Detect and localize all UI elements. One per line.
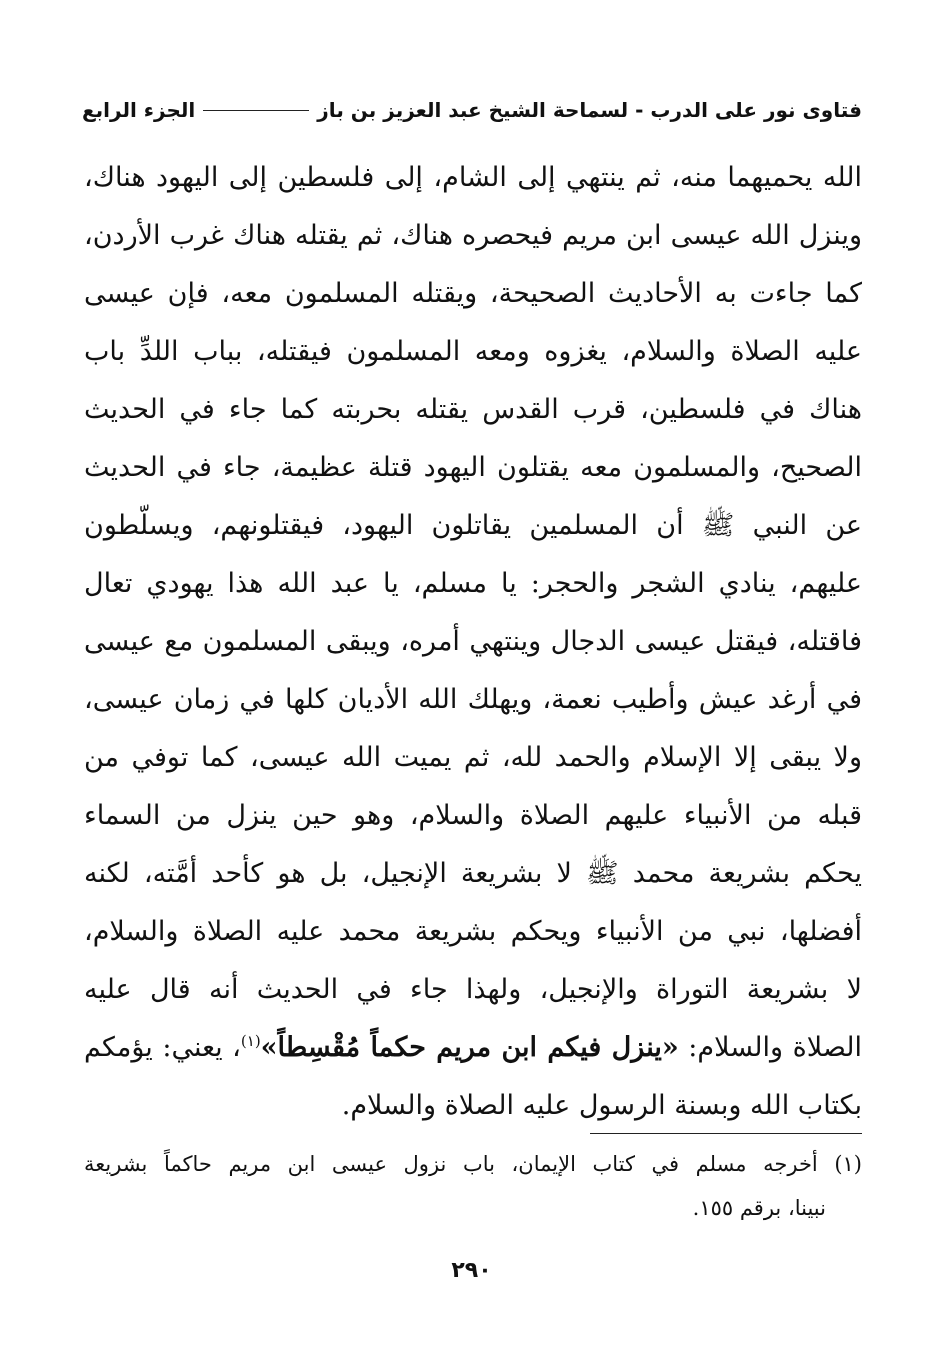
body-text xyxy=(84,148,862,1134)
quote-line xyxy=(84,1018,862,1076)
text-line: هناك في فلسطين، قرب القدس يقتله بحربته كما جاء في الحديث xyxy=(84,393,862,425)
text-line: كما جاءت به الأحاديث الصحيحة، ويقتله المسلمون معه، فإن عيسى xyxy=(84,277,862,309)
text-line: أفضلها، نبي من الأنبياء ويحكم بشريعة محمد عليه الصلاة والسلام، xyxy=(84,915,862,947)
text-line: عن النبي ﷺ أن المسلمين يقاتلون اليهود، فيقتلونهم، ويسلّطون xyxy=(84,509,862,541)
header-title: فتاوى نور على الدرب - لسماحة الشيخ عبد العزيز بن باز xyxy=(317,98,862,122)
text-line: يحكم بشريعة محمد ﷺ لا بشريعة الإنجيل، بل هو كأحد أمَّته، لكنه xyxy=(84,857,862,889)
header-part: الجزء الرابع xyxy=(82,98,196,122)
text-line: وينزل الله عيسى ابن مريم فيحصره هناك، ثم يقتله هناك غرب الأردن، xyxy=(84,219,862,251)
running-header xyxy=(82,92,862,128)
text-line: قبله من الأنبياء عليهم الصلاة والسلام، وهو حين ينزل من السماء xyxy=(84,799,862,831)
text-line: بكتاب الله وبسنة الرسول عليه الصلاة والسلام. xyxy=(341,1089,862,1121)
page-number: ٢٩٠ xyxy=(451,1258,492,1283)
text-line: الله يحميهما منه، ثم ينتهي إلى الشام، إلى فلسطين إلى اليهود هناك، xyxy=(84,161,862,193)
text-line: فاقتله، فيقتل عيسى الدجال وينتهي أمره، ويبقى المسلمون مع عيسى xyxy=(84,625,862,657)
quote-suffix: ، يعني: يؤمكم xyxy=(84,1031,241,1063)
text-line: عليه الصلاة والسلام، يغزوه ومعه المسلمون فيقتله، بباب اللدِّ باب xyxy=(84,335,862,367)
footnote-line: نبينا، برقم ١٥٥. xyxy=(692,1196,826,1220)
quote-prefix: الصلاة والسلام: xyxy=(678,1031,863,1063)
text-line: الصحيح، والمسلمون معه يقتلون اليهود قتلة عظيمة، جاء في الحديث xyxy=(84,451,862,483)
text-line: لا بشريعة التوراة والإنجيل، ولهذا جاء في الحديث أنه قال عليه xyxy=(84,973,862,1005)
text-line: في أرغد عيش وأطيب نعمة، ويهلك الله الأديان كلها في زمان عيسى، xyxy=(84,683,862,715)
text-line: ولا يبقى إلا الإسلام والحمد لله، ثم يميت الله عيسى، كما توفي من xyxy=(84,741,862,773)
hadith-quote: «ينزل فيكم ابن مريم حكماً مُقْسِطاً» xyxy=(260,1031,679,1063)
text-line: عليهم، ينادي الشجر والحجر: يا مسلم، يا عبد الله هذا يهودي تعال xyxy=(84,567,862,599)
header-rule xyxy=(203,110,309,111)
footnote-marker: (١) xyxy=(240,1031,261,1050)
footnote xyxy=(84,1142,862,1230)
footnote-line: (١) أخرجه مسلم في كتاب الإيمان، باب نزول عيسى ابن مريم حاكماً بشريعة xyxy=(84,1152,862,1176)
footnote-rule xyxy=(590,1133,862,1134)
